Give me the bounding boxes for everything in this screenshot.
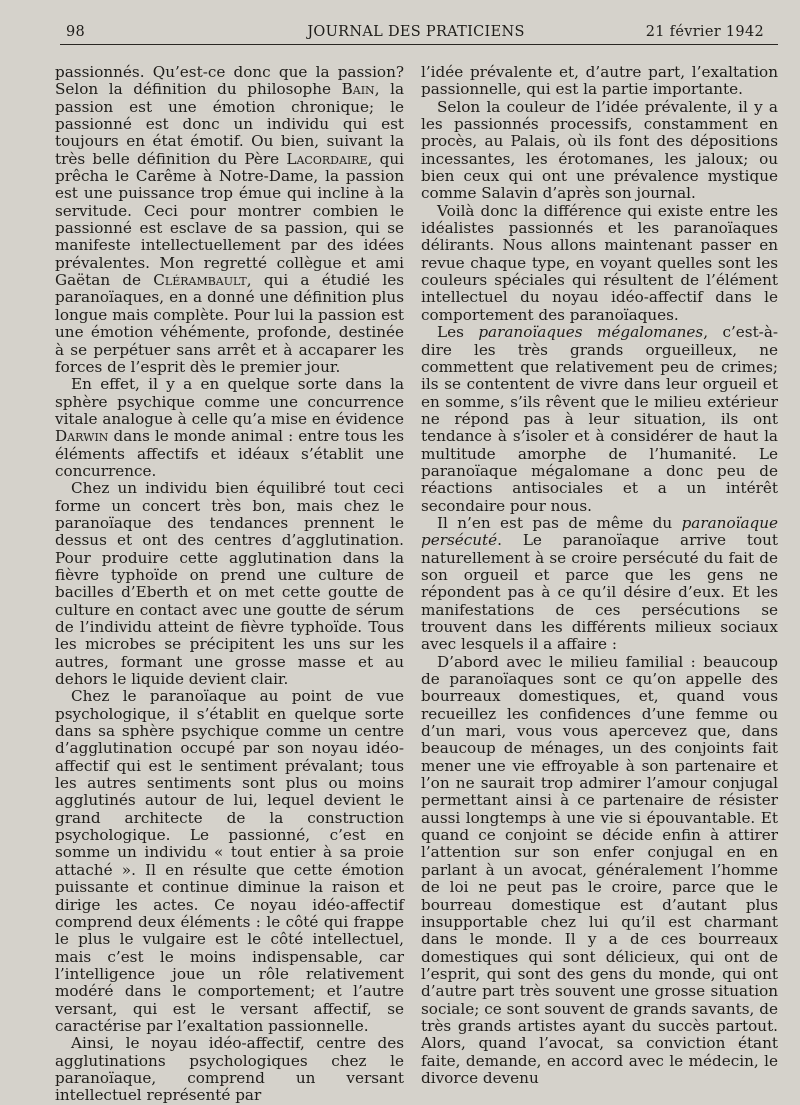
right-paragraph-1: l’idée prévalente et, d’autre part, l’exaltation passionnelle, qui est la partie importante. xyxy=(421,63,778,99)
page-number: 98 xyxy=(66,24,86,40)
right-column xyxy=(421,64,778,1087)
emphasis-megalomanes: paranoïaques mégalomanes xyxy=(478,323,704,342)
right-paragraph-6: D’abord avec le milieu familial : beaucoup de paranoïaques sont ce qu’on appelle des bourreaux domestiques, et, quand vous recueillez les confidences d’une femme ou d’un mari, vous vous apercevez que, dans beaucoup de ménages, un des conjoints fait mener une vie effroyable à son partenaire et l’on ne saurait trop admirer l’amour conjugal permettant ainsi à ce partenaire de résister aussi longtemps à une vie si épouvantable. Et quand ce conjoint se décide enfin à attirer l’attention sur son enfer conjugal en en parlant à un avocat, généralement l’homme de loi ne peut pas le croire, parce que le bourreau domestique est d’autant plus insupportable chez lui qu’il est charmant dans le monde. Il y a de ces bourreaux domestiques qui sont délicieux, qui ont de l’esprit, qui sont des gens du monde, qui ont d’autre part très souvent une grosse situation sociale; ce sont souvent de grands savants, de très grands artistes ayant du succès partout. Alors, quand l’avocat, sa conviction étant faite, demande, en accord avec le médecin, le divorce devenu xyxy=(421,652,778,1087)
left-paragraph-4: Chez le paranoïaque au point de vue psychologique, il s’établit en quelque sorte dans sa sphère psychique comme un centre d’agglutination occupé par son noyau idéo-affectif qui est le sentiment prévalant; tous les autres sentiments sont plus ou moins agglutinés autour de lui, lequel devient le grand architecte de la construction psychologique. Le passionné, c’est en somme un individu « tout entier à sa proie attaché ». Il en résulte que cette émotion puissante et continue diminue la raison et dirige les actes. Ce noyau idéo-affectif comprend deux éléments : le côté qui frappe le plus le vulgaire est le côté intellectuel, mais c’est le moins indispensable, car l’intelligence joue un rôle relativement modéré dans le comportement; et l’autre versant, qui est le versant affectif, se caractérise par l’exaltation passionnelle. xyxy=(55,687,404,1035)
right-paragraph-3: Voilà donc la différence qui existe entre les idéalistes passionnés et les paranoïaques délirants. Nous allons maintenant passer en revue chaque type, en voyant quelles sont les couleurs spéciales qui résultent de l’élément intellectuel du noyau idéo-affectif dans le comportement des paranoïaques. xyxy=(421,201,778,324)
author-name-clerambault: Clérambault xyxy=(153,271,247,290)
right-paragraph-4: Les paranoïaques mégalomanes, c’est-à-dire les très grands orgueilleux, ne commettent que relativement peu de crimes; ils se contentent de vivre dans leur orgueil et en somme, s’ils rêvent que le milieu extérieur ne répond pas à leur situation, ils ont tendance à s’isoler et à considérer de haut la multitude amorphe de l’humanité. Le paranoïaque mégalomane a donc peu de réactions antisociales et a un intérêt secondaire pour nous. xyxy=(421,323,778,515)
journal-title: JOURNAL DES PRATICIENS xyxy=(307,24,525,40)
author-name-lacordaire: Lacordaire xyxy=(286,149,368,168)
right-paragraph-5: Il n’en est pas de même du paranoïaque persécuté. Le paranoïaque arrive tout naturellement à se croire persécuté du fait de son orgueil et parce que les gens ne répondent pas à ce qu’il désire d’eux. Et les manifestations de ces persécutions se trouvent dans les différents milieux sociaux avec lesquels il a affaire : xyxy=(421,513,778,654)
left-paragraph-5: Ainsi, le noyau idéo-affectif, centre des agglutinations psychologiques chez le paranoïaque, comprend un versant intellectuel représenté par xyxy=(55,1034,404,1105)
author-name-bain: Bain xyxy=(341,80,375,99)
left-paragraph-1: passionnés. Qu’est-ce donc que la passion? Selon la définition du philosophe Bain, la passion est une émotion chronique; le passionné est donc un individu qui est toujours en état émotif. Ou bien, suivant la très belle définition du Père Lacordaire, qui prêcha le Carême à Notre-Dame, la passion est une puissance trop émue qui incline à la servitude. Ceci pour montrer combien le passionné est esclave de sa passion, qui se manifeste intellectuellement par des idées prévalentes. Mon regretté collègue et ami Gaëtan de Clérambault, qui a étudié les paranoïaques, en a donné une définition plus longue mais complète. Pour lui la passion est une émotion véhémente, profonde, destinée à se perpétuer sans arrêt et à accaparer les forces de l’esprit dès le premier jour. xyxy=(55,63,404,376)
header-rule xyxy=(60,44,778,45)
author-name-darwin: Darwin xyxy=(55,427,109,446)
right-paragraph-2: Selon la couleur de l’idée prévalente, il y a les passionnés processifs, constamment en procès, au Palais, où ils font des dépositions incessantes, les érotomanes, les jaloux; ou bien ceux qui ont une prévalence mystique comme Salavin d’après son journal. xyxy=(421,97,778,203)
left-column xyxy=(55,64,404,1105)
emphasis-persecute: paranoïaque persécuté xyxy=(421,513,778,550)
running-header xyxy=(62,22,770,46)
left-paragraph-2: En effet, il y a en quelque sorte dans la sphère psychique comme une concurrence vitale analogue à celle qu’a mise en évidence Darwin dans le monde animal : entre tous les éléments affectifs et idéaux s’établit une concurrence. xyxy=(55,375,404,480)
issue-date: 21 février 1942 xyxy=(645,24,764,40)
left-paragraph-3: Chez un individu bien équilibré tout ceci forme un concert très bon, mais chez le paranoïaque des tendances prennent le dessus et ont des centres d’agglutination. Pour produire cette agglutination dans la fièvre typhoïde on prend une culture de bacilles d’Eberth et on met cette goutte de culture en contact avec une goutte de sérum de l’individu atteint de fièvre typhoïde. Tous les microbes se précipitent les uns sur les autres, formant une grosse masse et au dehors le liquide devient clair. xyxy=(55,479,404,689)
